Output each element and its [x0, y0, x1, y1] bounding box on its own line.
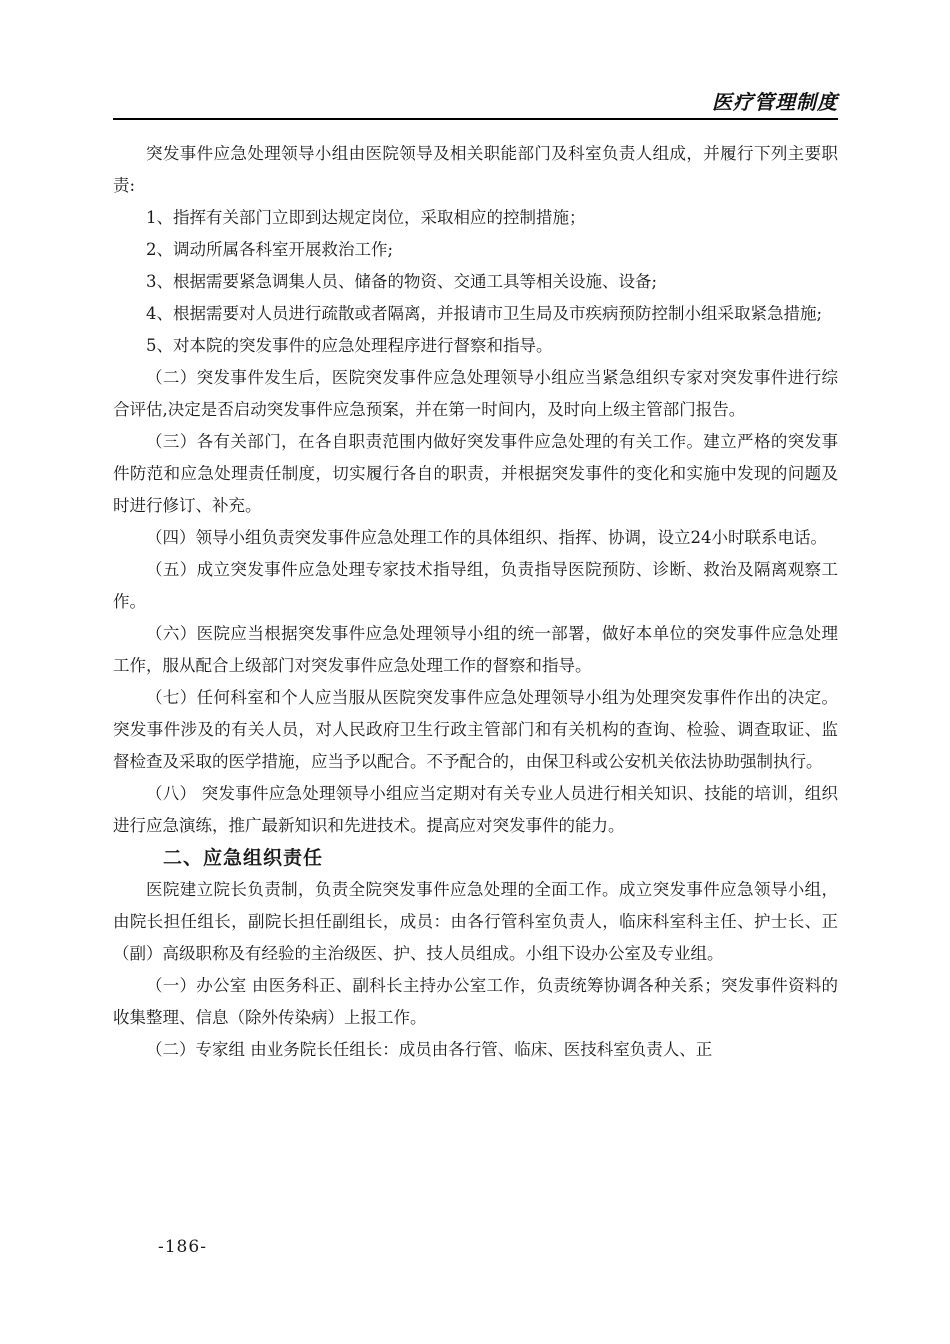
paragraph: （八） 突发事件应急处理领导小组应当定期对有关专业人员进行相关知识、技能的培训，组织进行应急演练，推广最新知识和先进技术。提高应对突发事件的能力。 — [113, 784, 838, 835]
section-heading: 二、应急组织责任 — [163, 847, 324, 869]
paragraph: 医院建立院长负责制，负责全院突发事件应急处理的全面工作。成立突发事件应急领导小组，由院长担任组长，副院长担任副组长，成员：由各行管科室负责人，临床科室科主任、护士长、正（副）高级职称及有经验的主治级医、护、技人员组成。小组下设办公室及专业组。 — [113, 880, 838, 963]
page-number: -186- — [158, 1237, 207, 1257]
paragraph: （四）领导小组负责突发事件应急处理工作的具体组织、指挥、协调，设立24小时联系电话。 — [146, 528, 827, 547]
document-body — [113, 138, 838, 1066]
paragraph: （二）突发事件发生后，医院突发事件应急处理领导小组应当紧急组织专家对突发事件进行综合评估,决定是否启动突发事件应急预案，并在第一时间内，及时向上级主管部门报告。 — [113, 368, 838, 419]
page-header — [113, 84, 838, 120]
paragraph: （二）专家组 由业务院长任组长：成员由各行管、临床、医技科室负责人、正 — [146, 1040, 713, 1059]
paragraph: （七）任何科室和个人应当服从医院突发事件应急处理领导小组为处理突发事件作出的决定。突发事件涉及的有关人员，对人民政府卫生行政主管部门和有关机构的查询、检验、调查取证、监督检查及采取的医学措施，应当予以配合。不予配合的，由保卫科或公安机关依法协助强制执行。 — [113, 688, 838, 771]
paragraph: 突发事件应急处理领导小组由医院领导及相关职能部门及科室负责人组成，并履行下列主要职责: — [113, 144, 838, 195]
paragraph: （三）各有关部门，在各自职责范围内做好突发事件应急处理的有关工作。建立严格的突发事件防范和应急处理责任制度，切实履行各自的职责，并根据突发事件的变化和实施中发现的问题及时进行修订、补充。 — [113, 432, 838, 515]
paragraph: 2、调动所属各科室开展救治工作; — [146, 240, 394, 259]
paragraph: 3、根据需要紧急调集人员、储备的物资、交通工具等相关设施、设备; — [146, 272, 658, 291]
paragraph: （一）办公室 由医务科正、副科长主持办公室工作，负责统筹协调各种关系；突发事件资料的收集整理、信息（除外传染病）上报工作。 — [113, 976, 838, 1027]
paragraph: 5、对本院的突发事件的应急处理程序进行督察和指导。 — [146, 336, 553, 355]
paragraph: （五）成立突发事件应急处理专家技术指导组，负责指导医院预防、诊断、救治及隔离观察工作。 — [113, 560, 838, 611]
header-title: 医疗管理制度 — [712, 90, 838, 114]
paragraph: 1、指挥有关部门立即到达规定岗位，采取相应的控制措施； — [146, 208, 586, 227]
paragraph: 4、根据需要对人员进行疏散或者隔离，并报请市卫生局及市疾病预防控制小组采取紧急措施; — [146, 304, 823, 323]
paragraph: （六）医院应当根据突发事件应急处理领导小组的统一部署，做好本单位的突发事件应急处理工作，服从配合上级部门对突发事件应急处理工作的督察和指导。 — [113, 624, 838, 675]
